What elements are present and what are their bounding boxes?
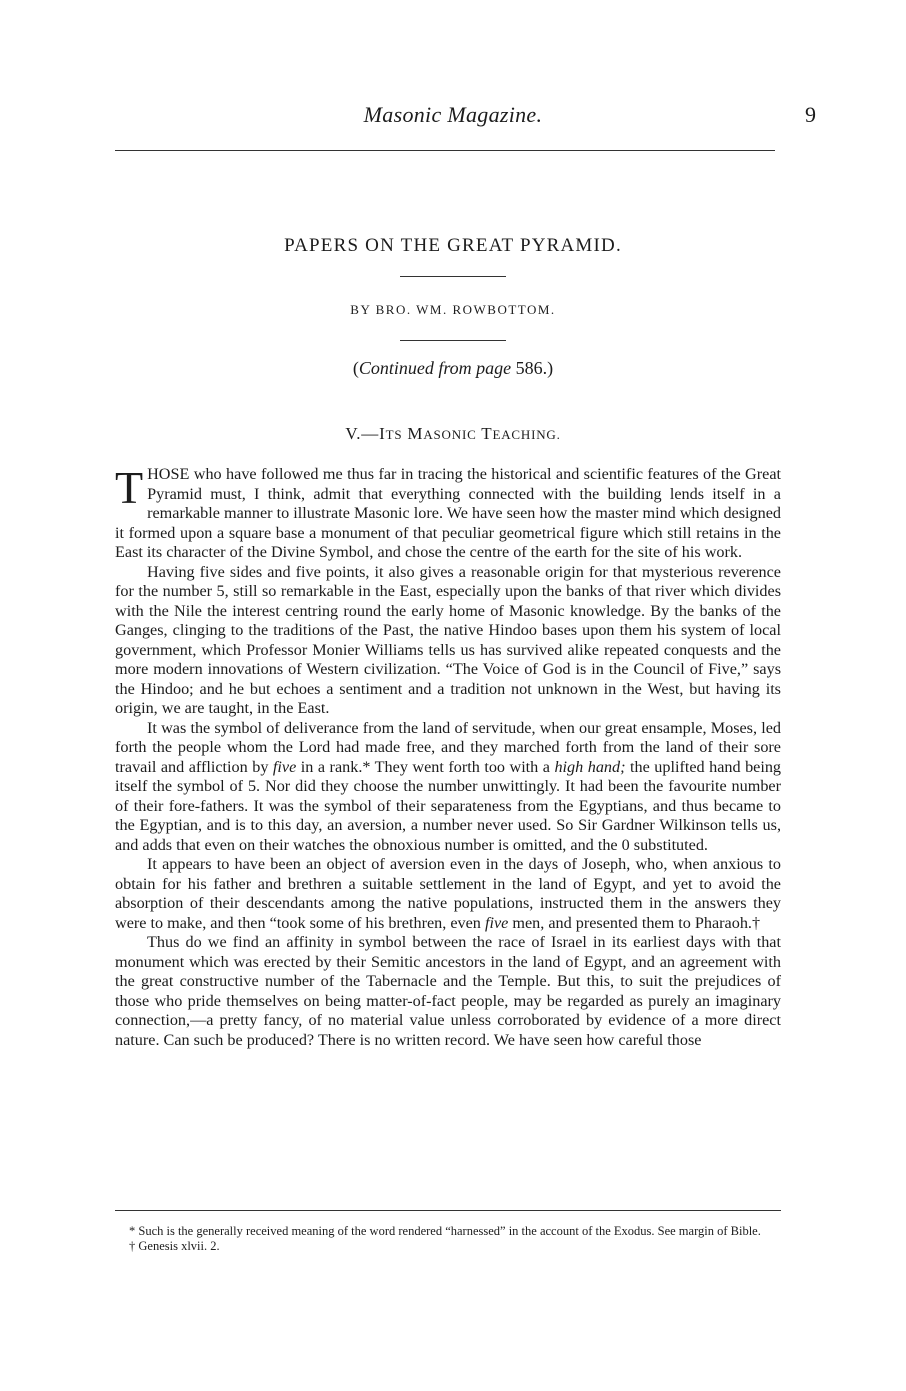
continued-open: (	[352, 358, 359, 378]
continued-close: .)	[542, 358, 554, 378]
section-word-2: MASONIC	[407, 424, 477, 443]
footnotes	[115, 1224, 781, 1254]
page-number: 9	[805, 102, 816, 127]
footnote-1: * Such is the generally received meaning of the word rendered “harnessed” in the account of the Exodus. See margin of Bible.	[129, 1224, 761, 1238]
article-body	[115, 462, 782, 1050]
article-title: PAPERS ON THE GREAT PYRAMID.	[284, 235, 622, 256]
paragraph-2: Having five sides and five points, it also gives a reasonable origin for that mysterious reverence for the number 5, still so remarkable in the East, especially upon the banks of that river which divides with the Nile the interest centring round the early home of Masonic knowledge. By the banks of the Ganges, clinging to the traditions of the Past, the native Hindoo bases upon them his system of local government, which Professor Monier Williams tells us has survived alike repeated conquests and the more modern innovations of Western civilization. “The Voice of God is in the Council of Five,” says the Hindoo; and he but echoes a sentiment and a tradition not unknown in the West, but having its origin, we are taught, in the East.	[115, 562, 781, 717]
title-rule	[400, 276, 506, 277]
section-heading	[0, 424, 906, 444]
running-title: Masonic Magazine.	[363, 102, 543, 127]
continued-page: 586	[515, 358, 543, 378]
byline-rule	[400, 340, 506, 341]
paragraph-5: Thus do we find an affinity in symbol between the race of Israel in its earliest days with that monument which was erected by their Semitic ancestors in the land of Egypt, and an agreement with the great constructive number of the Tabernacle and the Temple. But this, to suit the prejudices of those who pride themselves on being matter-of-fact people, may be regarded as purely an imaginary connection,—a pretty fancy, of no material value unless corroborated by evidence of a more direct nature. Can such be produced? There is no written record. We have seen how careful those	[115, 933, 781, 1049]
running-head	[0, 100, 906, 130]
drop-cap: T	[115, 462, 144, 513]
section-word-3: TEACHING.	[481, 424, 561, 443]
continued-note	[0, 358, 906, 379]
paragraph-3: It was the symbol of deliverance from the land of servitude, when our great ensample, Moses, led forth the people whom the Lord had made free, and they marched forth from the land of their sore travail and affliction by five in a rank.* They went forth too with a high hand; the uplifted hand being itself the symbol of 5. Nor did they choose the number unwittingly. It had been the favourite number of their fore-fathers. It was the symbol of their separateness from the Egyptians, and thus became to the Egyptian, and is to this day, an aversion, a number never used. So Sir Gardner Wilkinson tells us, and adds that even on their watches the obnoxious number is omitted, and the 0 substituted.	[115, 718, 782, 854]
footnote-rule	[115, 1210, 781, 1211]
section-word-1: ITS	[379, 424, 403, 443]
paragraph-1: THOSE who have followed me thus far in tracing the historical and scientific features of the Great Pyramid must, I think, admit that everything connected with the building lends itself in a remarkable manner to illustrate Masonic lore. We have seen how the master mind which designed it formed upon a square base a monument of that peculiar geometrical figure which still retains in the East its character of the Divine Symbol, and chose the centre of the earth for the site of his work.	[115, 462, 781, 561]
paragraph-4: It appears to have been an object of aversion even in the days of Joseph, who, when anxious to obtain for his father and brethren a suitable settlement in the land of Egypt, and yet to avoid the absorption of their descendants among the native populations, instructed them in the answers they were to make, and then “took some of his brethren, even five men, and presented them to Pharaoh.†	[115, 855, 781, 932]
continued-text: Continued from page	[358, 358, 512, 378]
byline: BY BRO. WM. ROWBOTTOM.	[350, 302, 556, 317]
section-number: V.—	[345, 424, 380, 443]
footnote-2: † Genesis xlvii. 2.	[129, 1239, 220, 1253]
header-rule	[115, 150, 775, 151]
